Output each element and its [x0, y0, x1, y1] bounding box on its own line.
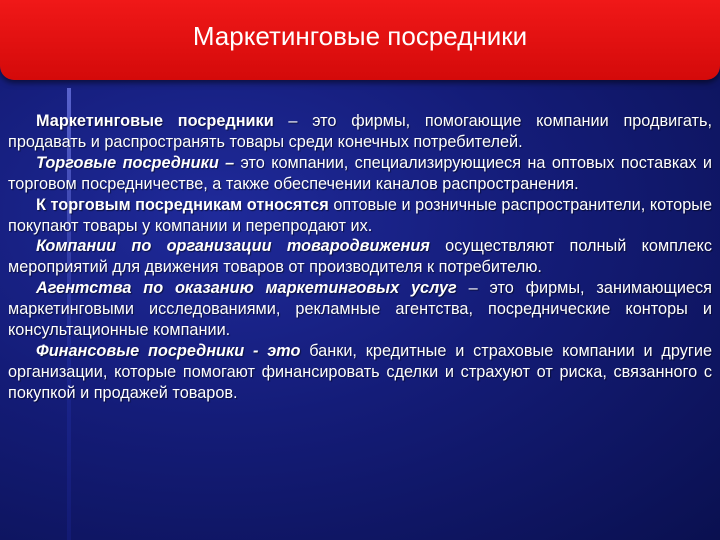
term-marketing-agencies: Агентства по оказанию маркетинговых услуг: [36, 279, 457, 298]
paragraph-trade-intermediaries: [8, 153, 712, 195]
definition-marketing-agencies: – это фирмы, занимающиеся маркетинговыми исследованиями, рекламные агентства, посреднические конторы и консультационные компании.: [8, 279, 712, 340]
term-trade-intermediaries: Торговые посредники –: [36, 153, 235, 172]
paragraph-trade-intermediaries-include: [8, 195, 712, 237]
term-trade-intermediaries-include: К торговым посредникам относятся: [36, 195, 329, 214]
paragraph-financial-intermediaries: [8, 341, 712, 404]
slide-body: [8, 111, 712, 404]
definition-financial-intermediaries: банки, кредитные и страховые компании и другие организации, которые помогают финансировать сделки и страхуют от риска, связанного с покупкой и продажей товаров.: [8, 341, 712, 402]
paragraph-marketing-intermediaries: [8, 111, 712, 153]
slide-title: Маркетинговые посредники: [192, 21, 528, 51]
term-marketing-intermediaries: Маркетинговые посредники: [36, 112, 274, 130]
definition-trade-intermediaries-include: оптовые и розничные распространители, которые покупают товары у компании и перепродают их.: [8, 195, 713, 235]
paragraph-distribution-companies: [8, 236, 712, 278]
definition-distribution-companies: осуществляют полный комплекс мероприятий для движения товаров от производителя к потребителю.: [8, 237, 712, 277]
definition-trade-intermediaries: это компании, специализирующиеся на оптовых поставках и торговом посредничестве, а также обеспечении каналов распространения.: [8, 153, 712, 193]
term-financial-intermediaries: Финансовые посредники - это: [36, 341, 301, 360]
paragraph-marketing-agencies: [8, 278, 712, 341]
title-bar: [0, 0, 720, 80]
definition-marketing-intermediaries: – это фирмы, помогающие компании продвигать, продавать и распространять товары среди конечных потребителей.: [8, 112, 712, 151]
term-distribution-companies: Компании по организации товародвижения: [36, 237, 430, 256]
